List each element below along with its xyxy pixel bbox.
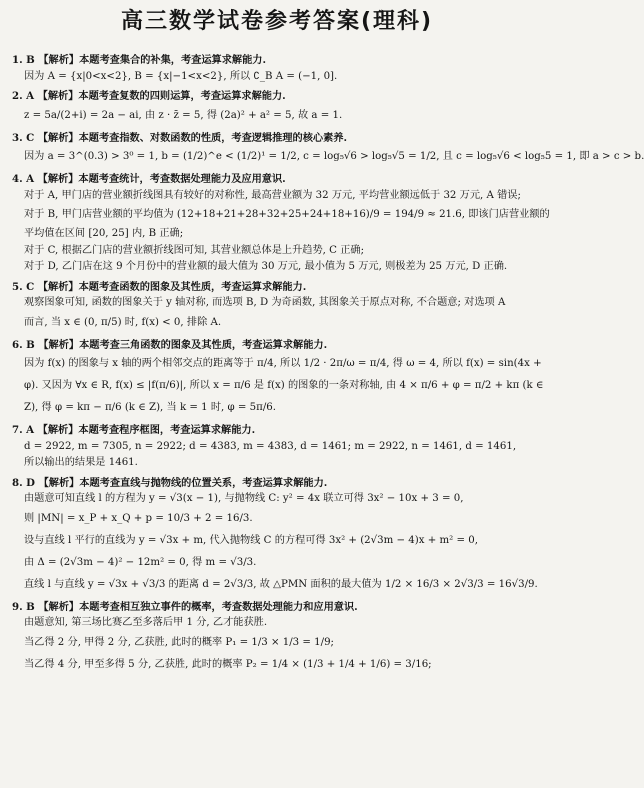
- solution-line: 对于 C, 根据乙门店的营业额折线图可知, 其营业额总体是上升趋势, C 正确;: [24, 244, 364, 256]
- solution-line: 由题意知, 第三场比赛乙至多落后甲 1 分, 乙才能获胜.: [24, 617, 268, 628]
- solution-line: 则 |MN| = x_P + x_Q + p = 10/3 + 2 = 16/3.: [24, 512, 253, 524]
- question-header: 8. D 【解析】本题考查直线与抛物线的位置关系，考查运算求解能力.: [12, 476, 328, 489]
- solution-line: 当乙得 2 分, 甲得 2 分, 乙获胜, 此时的概率 P₁ = 1/3 × 1/3 = 1/9;: [24, 636, 334, 648]
- solution-line: φ). 又因为 ∀x ∈ R, f(x) ≤ |f(π/6)|, 所以 x = π/6 是 f(x) 的图象的一条对称轴, 由 4 × π/6 + φ = π/2 + kπ (k ∈: [24, 380, 544, 391]
- solution-line: 所以输出的结果是 1461.: [24, 457, 138, 468]
- solution-line: d = 2922, m = 7305, n = 2922; d = 4383, m = 4383, d = 1461; m = 2922, n = 1461, d = 1461,: [24, 440, 517, 452]
- solution-line: z = 5a/(2+i) = 2a − ai, 由 z · z̄ = 5, 得 (2a)² + a² = 5, 故 a = 1.: [24, 109, 343, 121]
- solution-line: 直线 l 与直线 y = √3x + √3/3 的距离 d = 2√3/3, 故 △PMN 面积的最大值为 1/2 × 16/3 × 2√3/3 = 16√3/9.: [24, 578, 538, 590]
- solution-line: Z), 得 φ = kπ − π/6 (k ∈ Z), 当 k = 1 时, φ = 5π/6.: [24, 402, 276, 413]
- question-header: 7. A 【解析】本题考查程序框图，考查运算求解能力.: [12, 424, 256, 436]
- question-6: [12, 337, 546, 420]
- solution-line: 设与直线 l 平行的直线为 y = √3x + m, 代入抛物线 C 的方程可得 3x² + (2√3m − 4)x + m² = 0,: [24, 534, 478, 546]
- question-2: [12, 88, 546, 127]
- question-header: 9. B 【解析】本题考查相互独立事件的概率，考查数据处理能力和应用意识.: [12, 600, 358, 613]
- question-3: [12, 130, 644, 169]
- question-5: [12, 279, 546, 334]
- solution-line: 因为 f(x) 的图象与 x 轴的两个相邻交点的距离等于 π/4, 所以 1/2 · 2π/ω = π/4, 得 ω = 4, 所以 f(x) = sin(4x +: [24, 358, 542, 369]
- solution-line: 而言, 当 x ∈ (0, π/5) 时, f(x) < 0, 排除 A.: [24, 316, 222, 328]
- solution-line: 平均值在区间 [20, 25] 内, B 正确;: [24, 228, 184, 239]
- solution-line: 由 Δ = (2√3m − 4)² − 12m² = 0, 得 m = √3/3.: [24, 556, 257, 568]
- solution-line: 对于 A, 甲门店的营业额折线图具有较好的对称性, 最高营业额为 32 万元, 平均营业额远低于 32 万元, A 错误;: [24, 189, 521, 201]
- solution-line: 对于 B, 甲门店营业额的平均值为 (12+18+21+28+32+25+24+18+16)/9 = 194/9 ≈ 21.6, 即该门店营业额的: [24, 209, 550, 220]
- question-4: [12, 171, 550, 276]
- answer-list: [12, 52, 644, 676]
- question-header: 1. B 【解析】本题考查集合的补集，考查运算求解能力.: [12, 54, 267, 66]
- solution-line: 对于 D, 乙门店在这 9 个月份中的营业额的最大值为 30 万元, 最小值为 5 万元, 则极差为 25 万元, D 正确.: [24, 261, 508, 272]
- question-1: [12, 52, 546, 85]
- question-header: 3. C 【解析】本题考查指数、对数函数的性质，考查逻辑推理的核心素养.: [12, 131, 348, 144]
- solution-line: 因为 A = {x|0<x<2}, B = {x|−1<x<2}, 所以 ∁_B A = (−1, 0].: [24, 70, 338, 82]
- question-9: [12, 599, 546, 676]
- question-header: 2. A 【解析】本题考查复数的四则运算，考查运算求解能力.: [12, 90, 286, 102]
- solution-line: 观察图象可知, 函数的图象关于 y 轴对称, 而选项 B, D 为奇函数, 其图象关于原点对称, 不合题意; 对选项 A: [24, 297, 506, 308]
- question-8: [12, 475, 546, 596]
- solution-line: 当乙得 4 分, 甲至多得 5 分, 乙获胜, 此时的概率 P₂ = 1/4 × (1/3 + 1/4 + 1/6) = 3/16;: [24, 658, 432, 670]
- solution-line: 因为 a = 3^(0.3) > 3⁰ = 1, b = (1/2)^e < (1/2)¹ = 1/2, c = log₅√6 > log₅√5 = 1/2, 且 c = log₅√6 < log₅5 = 1, 即 a > c > b.: [24, 151, 644, 162]
- page-title: 高三数学试卷参考答案(理科): [120, 9, 434, 34]
- question-header: 5. C 【解析】本题考查函数的图象及其性质，考查运算求解能力.: [12, 280, 307, 293]
- question-header: 6. B 【解析】本题考查三角函数的图象及其性质，考查运算求解能力.: [12, 338, 328, 351]
- solution-line: 由题意可知直线 l 的方程为 y = √3(x − 1), 与抛物线 C: y² = 4x 联立可得 3x² − 10x + 3 = 0,: [24, 493, 464, 504]
- question-7: [12, 422, 546, 472]
- question-header: 4. A 【解析】本题考查统计，考查数据处理能力及应用意识.: [12, 173, 286, 185]
